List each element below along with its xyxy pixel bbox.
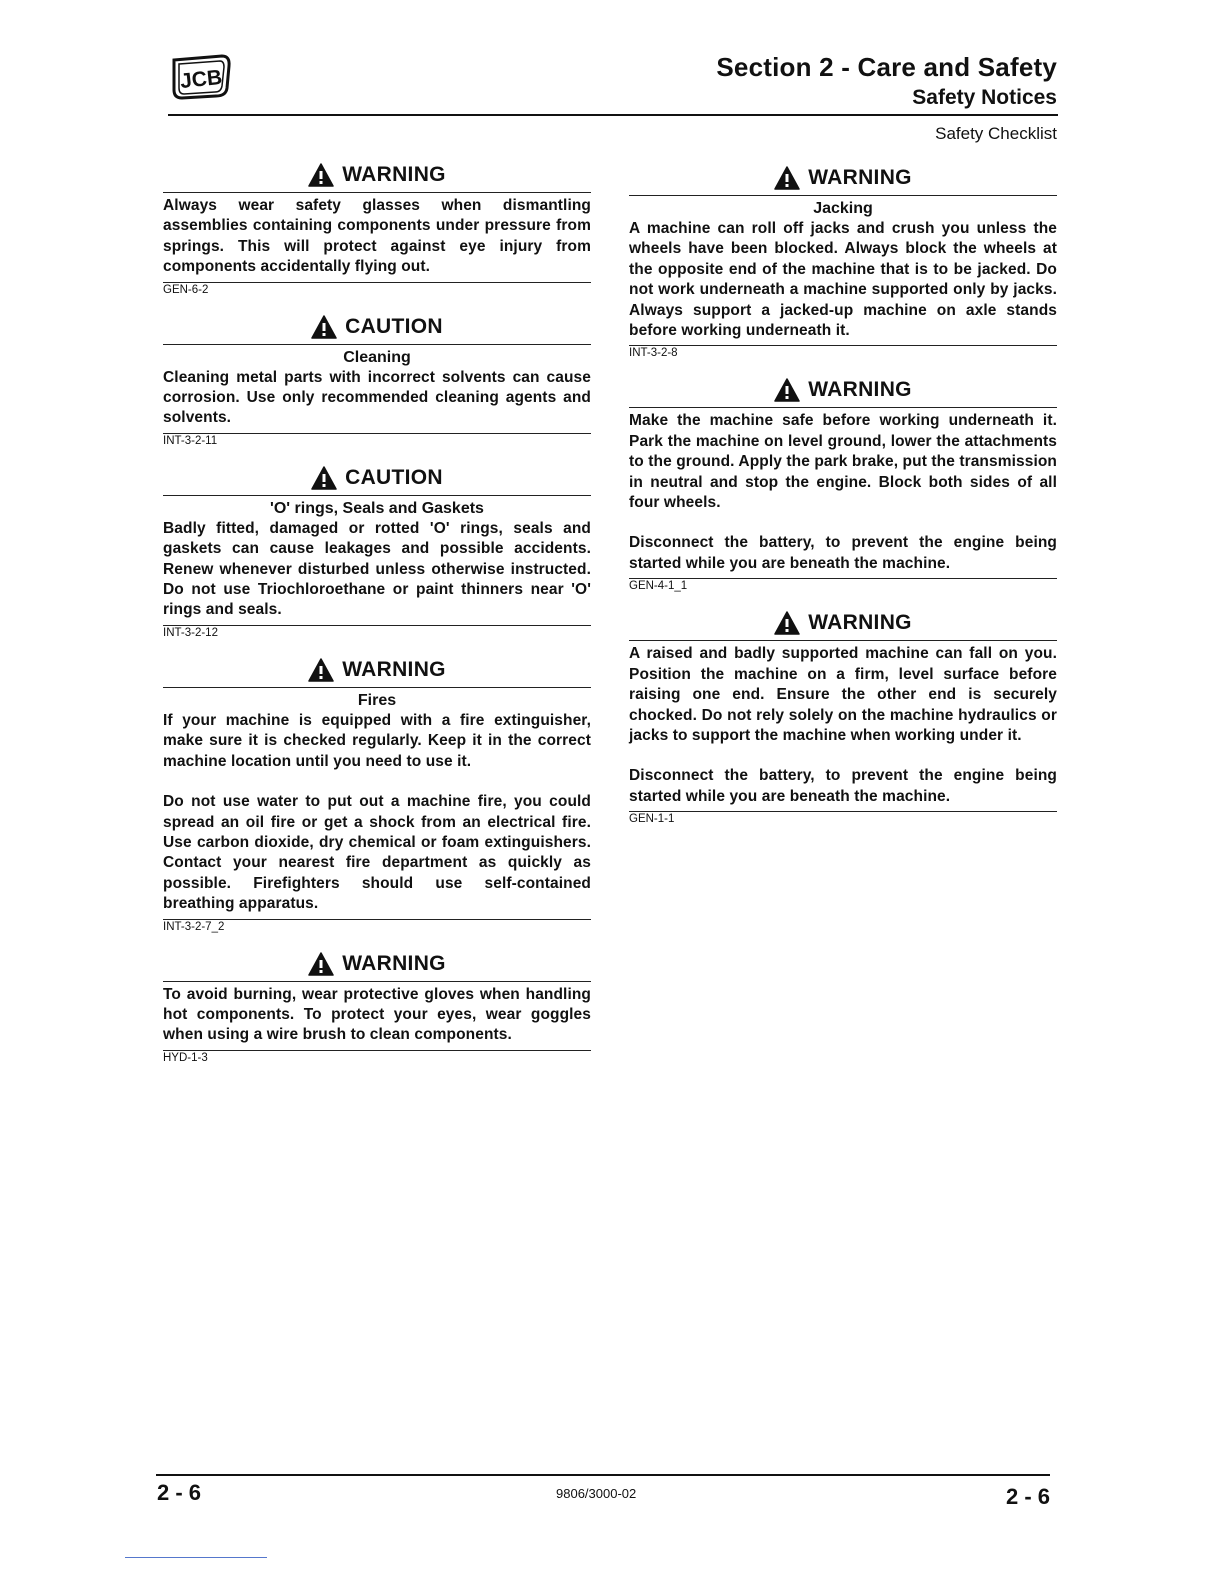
notice-heading (163, 949, 591, 979)
notice-paragraph: Badly fitted, damaged or rotted 'O' rings, seals and gaskets can cause leakages and possible accidents. Renew whenever disturbed unless otherwise instructed. Do not use Triochloroethane or paint thinners near 'O' rings and seals. (163, 519, 591, 619)
right-column (629, 163, 1057, 841)
safety-notice (629, 375, 1057, 594)
notice-heading-label: WARNING (808, 378, 912, 402)
notice-body (629, 644, 1057, 807)
notice-bottom-rule (629, 811, 1057, 812)
notice-heading (629, 375, 1057, 405)
notice-heading-label: WARNING (342, 951, 446, 975)
notice-title: 'O' rings, Seals and Gaskets (270, 499, 484, 517)
notice-reference-code: INT-3-2-7_2 (163, 920, 225, 933)
page-number-right: 2 - 6 (1005, 1484, 1050, 1509)
subsection-title: Safety Notices (912, 86, 1057, 109)
notice-bottom-rule (163, 1050, 591, 1051)
notice-top-rule (163, 192, 591, 193)
notice-body (629, 411, 1057, 574)
notice-body (163, 711, 591, 915)
notice-body (163, 519, 591, 621)
notice-bottom-rule (163, 433, 591, 434)
notice-reference-code: GEN-6-2 (163, 283, 209, 296)
warning-triangle-icon (774, 611, 800, 635)
notice-bottom-rule (163, 625, 591, 626)
notice-paragraph: Cleaning metal parts with incorrect solvents can cause corrosion. Use only recommended cleaning agents and solvents. (163, 368, 591, 427)
left-column (163, 160, 591, 1080)
notice-paragraph: Make the machine safe before working underneath it. Park the machine on level ground, lower the attachments to the ground. Apply the park brake, put the transmission in neutral and stop the engine. Block both sides of all four wheels. (629, 412, 1057, 512)
notice-title: Cleaning (343, 348, 411, 366)
notice-reference-code: INT-3-2-12 (163, 626, 218, 639)
notice-heading (629, 608, 1057, 638)
document-number: 9806/3000-02 (556, 1486, 637, 1501)
safety-notice (163, 949, 591, 1066)
notice-top-rule (163, 981, 591, 982)
notice-reference-code: GEN-4-1_1 (629, 580, 688, 593)
page-number-left: 2 - 6 (157, 1480, 202, 1505)
notice-reference-code: INT-3-2-8 (629, 347, 678, 360)
warning-triangle-icon (311, 466, 337, 490)
header-divider (168, 114, 1058, 116)
warning-triangle-icon (774, 378, 800, 402)
notice-top-rule (629, 640, 1057, 641)
safety-notice (163, 463, 591, 641)
warning-triangle-icon (308, 163, 334, 187)
notice-paragraph: Always wear safety glasses when dismantling assemblies containing components under pressure from springs. This will protect against eye injury from components accidentally flying out. (163, 197, 591, 276)
notice-heading-label: WARNING (342, 657, 446, 681)
notice-heading (163, 160, 591, 190)
notice-bottom-rule (163, 919, 591, 920)
notice-paragraph: To avoid burning, wear protective gloves when handling hot components. To protect your eyes, wear goggles when using a wire brush to clean components. (163, 985, 591, 1044)
warning-triangle-icon (774, 166, 800, 190)
notice-body (163, 368, 591, 429)
svg-text:JCB: JCB (179, 65, 224, 94)
warning-triangle-icon (311, 315, 337, 339)
safety-notice (629, 163, 1057, 361)
warning-triangle-icon (308, 952, 334, 976)
notice-bottom-rule (629, 345, 1057, 346)
notice-bottom-rule (163, 282, 591, 283)
notice-heading-label: WARNING (342, 163, 446, 186)
notice-heading (163, 655, 591, 685)
scan-artifact-line (125, 1557, 267, 1558)
notice-top-rule (163, 495, 591, 496)
notice-title: Jacking (813, 200, 873, 217)
notice-reference-code: HYD-1-3 (163, 1051, 208, 1064)
notice-body (163, 196, 591, 278)
notice-heading-label: WARNING (808, 166, 912, 189)
notice-top-rule (163, 344, 591, 345)
notice-heading (163, 312, 591, 342)
notice-bottom-rule (629, 578, 1057, 579)
notice-paragraph: Disconnect the battery, to prevent the engine being started while you are beneath the machine. (629, 534, 1057, 572)
notice-heading-label: WARNING (808, 611, 912, 635)
notice-heading-label: CAUTION (345, 314, 443, 338)
notice-top-rule (163, 687, 591, 688)
notice-heading-label: CAUTION (345, 465, 443, 489)
notice-body (163, 985, 591, 1046)
safety-notice (163, 312, 591, 449)
safety-notice (163, 160, 591, 298)
notice-top-rule (629, 407, 1057, 408)
notice-paragraph: Do not use water to put out a machine fire, you could spread an oil fire or get a shock from an electrical fire. Use carbon dioxide, dry chemical or foam extinguishers. Contact your nearest fire department as quickly as possible. Firefighters should use self-contained breathing apparatus. (163, 793, 591, 913)
notice-paragraph: A machine can roll off jacks and crush you unless the wheels have been blocked. Always block the wheels at the opposite end of the machine that is to be jacked. Do not work underneath a machine supported only by jacks. Always support a jacked-up machine on axle stands before working underneath it. (629, 220, 1057, 340)
notice-title: Fires (357, 691, 397, 709)
notice-heading (629, 163, 1057, 193)
notice-reference-code: INT-3-2-11 (163, 434, 218, 447)
notice-heading (163, 463, 591, 493)
warning-triangle-icon (308, 658, 334, 682)
notice-paragraph: Disconnect the battery, to prevent the engine being started while you are beneath the machine. (629, 767, 1057, 805)
safety-notice (163, 655, 591, 935)
jcb-logo (170, 52, 232, 100)
notice-body (629, 219, 1057, 341)
notice-paragraph: A raised and badly supported machine can fall on you. Position the machine on a firm, level surface before raising one end. Ensure the other end is securely chocked. Do not rely solely on the machine hydraulics or jacks to support the machine when working under it. (629, 645, 1057, 744)
footer-divider (156, 1474, 1050, 1476)
notice-paragraph: If your machine is equipped with a fire extinguisher, make sure it is checked regularly. Keep it in the correct machine location until you need to use it. (163, 711, 591, 770)
notice-reference-code: GEN-1-1 (629, 813, 675, 826)
notice-top-rule (629, 195, 1057, 196)
topic-title: Safety Checklist (935, 124, 1057, 143)
section-title: Section 2 - Care and Safety (716, 52, 1057, 82)
safety-notice (629, 608, 1057, 827)
